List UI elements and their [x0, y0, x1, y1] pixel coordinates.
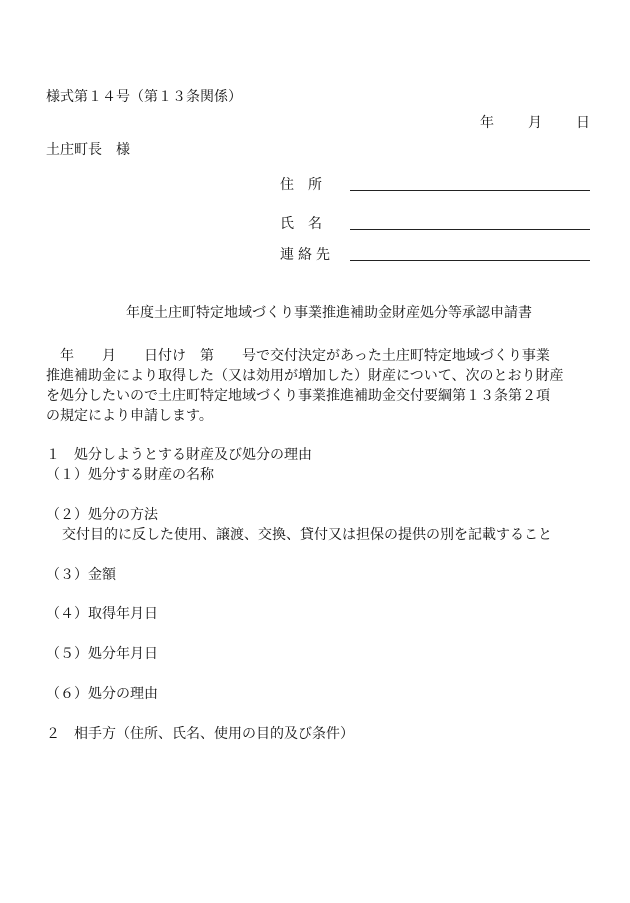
item-3: （３）金額	[46, 567, 116, 583]
body-line-2: 推進補助金により取得した（又は効用が増加した）財産について、次のとおり財産	[46, 368, 564, 384]
addressee: 土庄町長 様	[46, 142, 130, 158]
date-month: 月	[528, 115, 542, 131]
item-2: （２）処分の方法	[46, 507, 158, 523]
date-day: 日	[576, 115, 590, 131]
item-4: （４）取得年月日	[46, 606, 158, 622]
method-note: 交付目的に反した使用、譲渡、交換、貸付又は担保の提供の別を記載すること	[62, 527, 552, 543]
contact-field[interactable]	[350, 260, 590, 261]
address-label: 住 所	[280, 177, 322, 193]
body-line-3: を処分したいので土庄町特定地域づくり事業推進補助金交付要綱第１３条第２項	[46, 388, 550, 404]
document-title: 年度土庄町特定地域づくり事業推進補助金財産処分等承認申請書	[126, 305, 532, 321]
section2-heading: ２ 相手方（住所、氏名、使用の目的及び条件）	[46, 726, 354, 742]
section1-heading: １ 処分しようとする財産及び処分の理由	[46, 447, 312, 463]
date-year: 年	[480, 115, 494, 131]
item-6: （６）処分の理由	[46, 686, 158, 702]
body-line-1: 年 月 日付け 第 号で交付決定があった土庄町特定地域づくり事業	[60, 348, 550, 364]
body-line-4: の規定により申請します。	[46, 408, 213, 424]
date-line	[480, 116, 590, 130]
name-label: 氏 名	[280, 216, 322, 232]
item-5: （５）処分年月日	[46, 646, 158, 662]
item-1: （１）処分する財産の名称	[46, 467, 214, 483]
contact-label: 連絡先	[280, 247, 334, 263]
name-field[interactable]	[350, 229, 590, 230]
address-field[interactable]	[350, 190, 590, 191]
form-number: 様式第１４号（第１３条関係）	[46, 89, 242, 105]
